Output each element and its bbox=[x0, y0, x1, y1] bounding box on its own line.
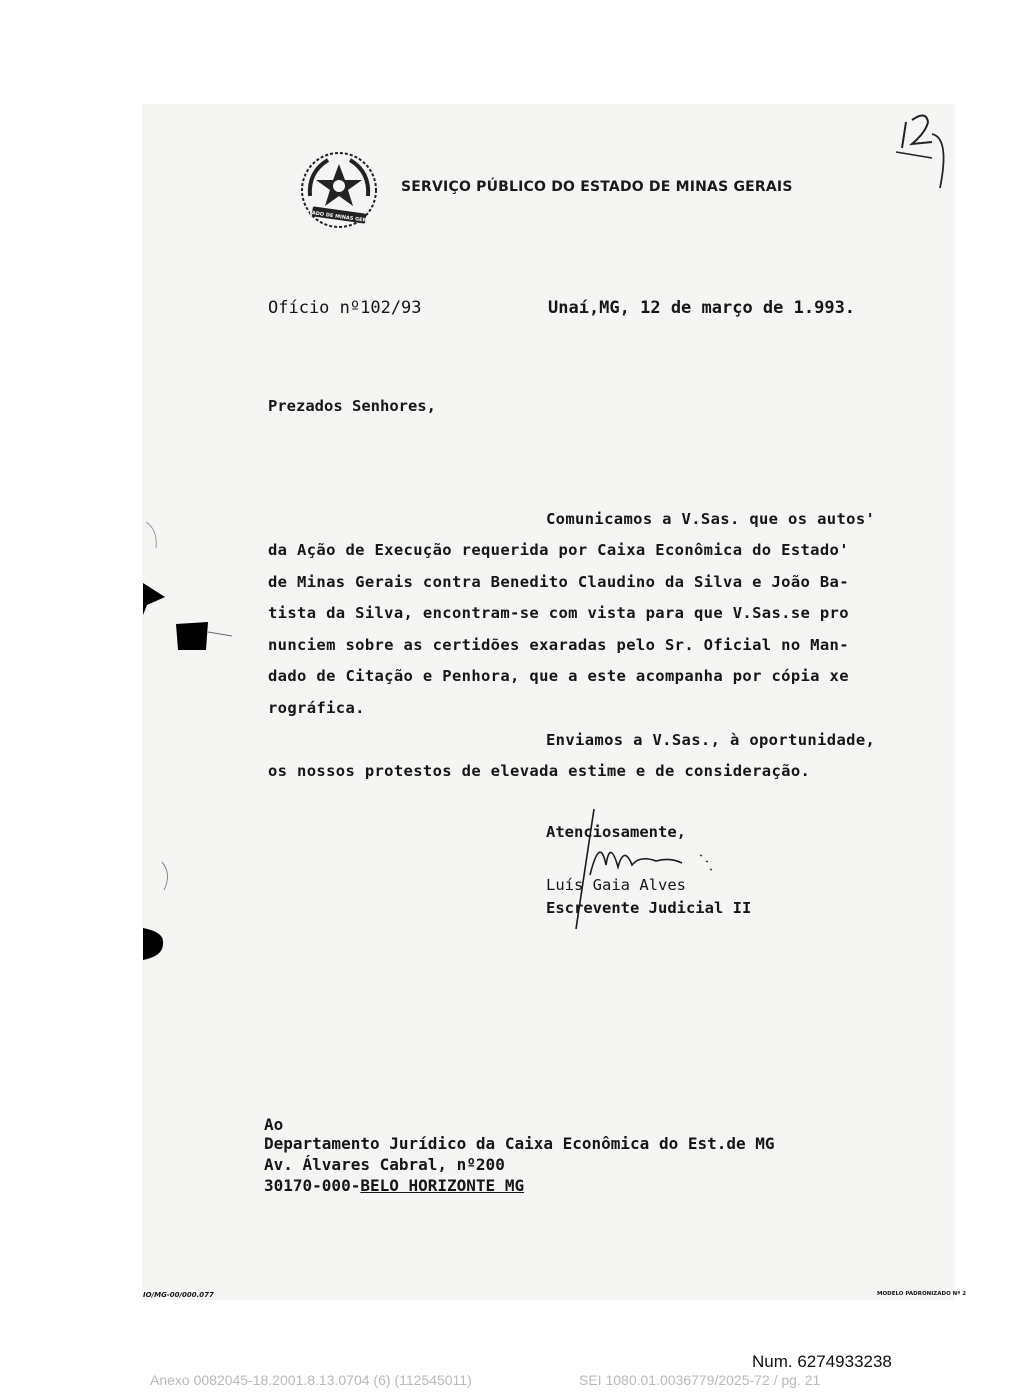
header-title: SERVIÇO PÚBLICO DO ESTADO DE MINAS GERAIS bbox=[401, 179, 793, 195]
punch-hole-mark bbox=[143, 583, 167, 615]
scan-mark bbox=[160, 860, 174, 892]
body-line: de Minas Gerais contra Benedito Claudino da Silva e João Ba- bbox=[268, 573, 849, 591]
form-code: IO/MG-00/000.077 bbox=[143, 1291, 214, 1299]
state-seal-icon bbox=[298, 150, 380, 232]
body-line: os nossos protestos de elevada estime e de consideração. bbox=[268, 762, 811, 780]
body-line: da Ação de Execução requerida por Caixa Econômica do Estado' bbox=[268, 541, 849, 559]
address-line: Av. Álvares Cabral, nº200 bbox=[264, 1155, 505, 1174]
place-date: Unaí,MG, 12 de março de 1.993. bbox=[548, 298, 856, 318]
signer-name: Luís Gaia Alves bbox=[546, 876, 686, 894]
punch-hole-mark bbox=[143, 928, 165, 960]
address-line bbox=[264, 1176, 524, 1195]
handwritten-signature bbox=[560, 805, 730, 935]
body-line: rográfica. bbox=[268, 699, 365, 717]
address-line: Departamento Jurídico da Caixa Econômica do Est.de MG bbox=[264, 1134, 775, 1153]
annex-reference: Anexo 0082045-18.2001.8.13.0704 (6) (112545011) bbox=[150, 1372, 472, 1388]
postal-code: 30170-000- bbox=[264, 1176, 361, 1195]
sei-reference: SEI 1080.01.0036779/2025-72 / pg. 21 bbox=[579, 1372, 821, 1388]
scan-mark bbox=[142, 520, 162, 550]
model-label: MODELO PADRONIZADO Nº 2 bbox=[877, 1291, 967, 1297]
city: BELO HORIZONTE MG bbox=[360, 1176, 525, 1195]
body-line: nunciem sobre as certidões exaradas pelo Sr. Oficial no Man- bbox=[268, 636, 849, 654]
scan-mark bbox=[172, 620, 236, 654]
signer-title: Escrevente Judicial II bbox=[546, 899, 752, 917]
handwritten-page-number bbox=[892, 108, 954, 190]
svg-text:ESTADO DE MINAS GERAIS: ESTADO DE MINAS GERAIS bbox=[301, 208, 376, 226]
body-line: Comunicamos a V.Sas. que os autos' bbox=[546, 510, 876, 528]
document-number: Num. 6274933238 bbox=[752, 1352, 892, 1371]
body-line: dado de Citação e Penhora, que a este acompanha por cópia xe bbox=[268, 667, 849, 685]
salutation: Prezados Senhores, bbox=[268, 397, 436, 415]
address-to: Ao bbox=[264, 1115, 284, 1134]
closing: Atenciosamente, bbox=[546, 823, 686, 841]
body-line: Enviamos a V.Sas., à oportunidade, bbox=[546, 731, 876, 749]
oficio-number: Ofício nº102/93 bbox=[268, 298, 422, 318]
body-line: tista da Silva, encontram-se com vista para que V.Sas.se pro bbox=[268, 604, 849, 622]
